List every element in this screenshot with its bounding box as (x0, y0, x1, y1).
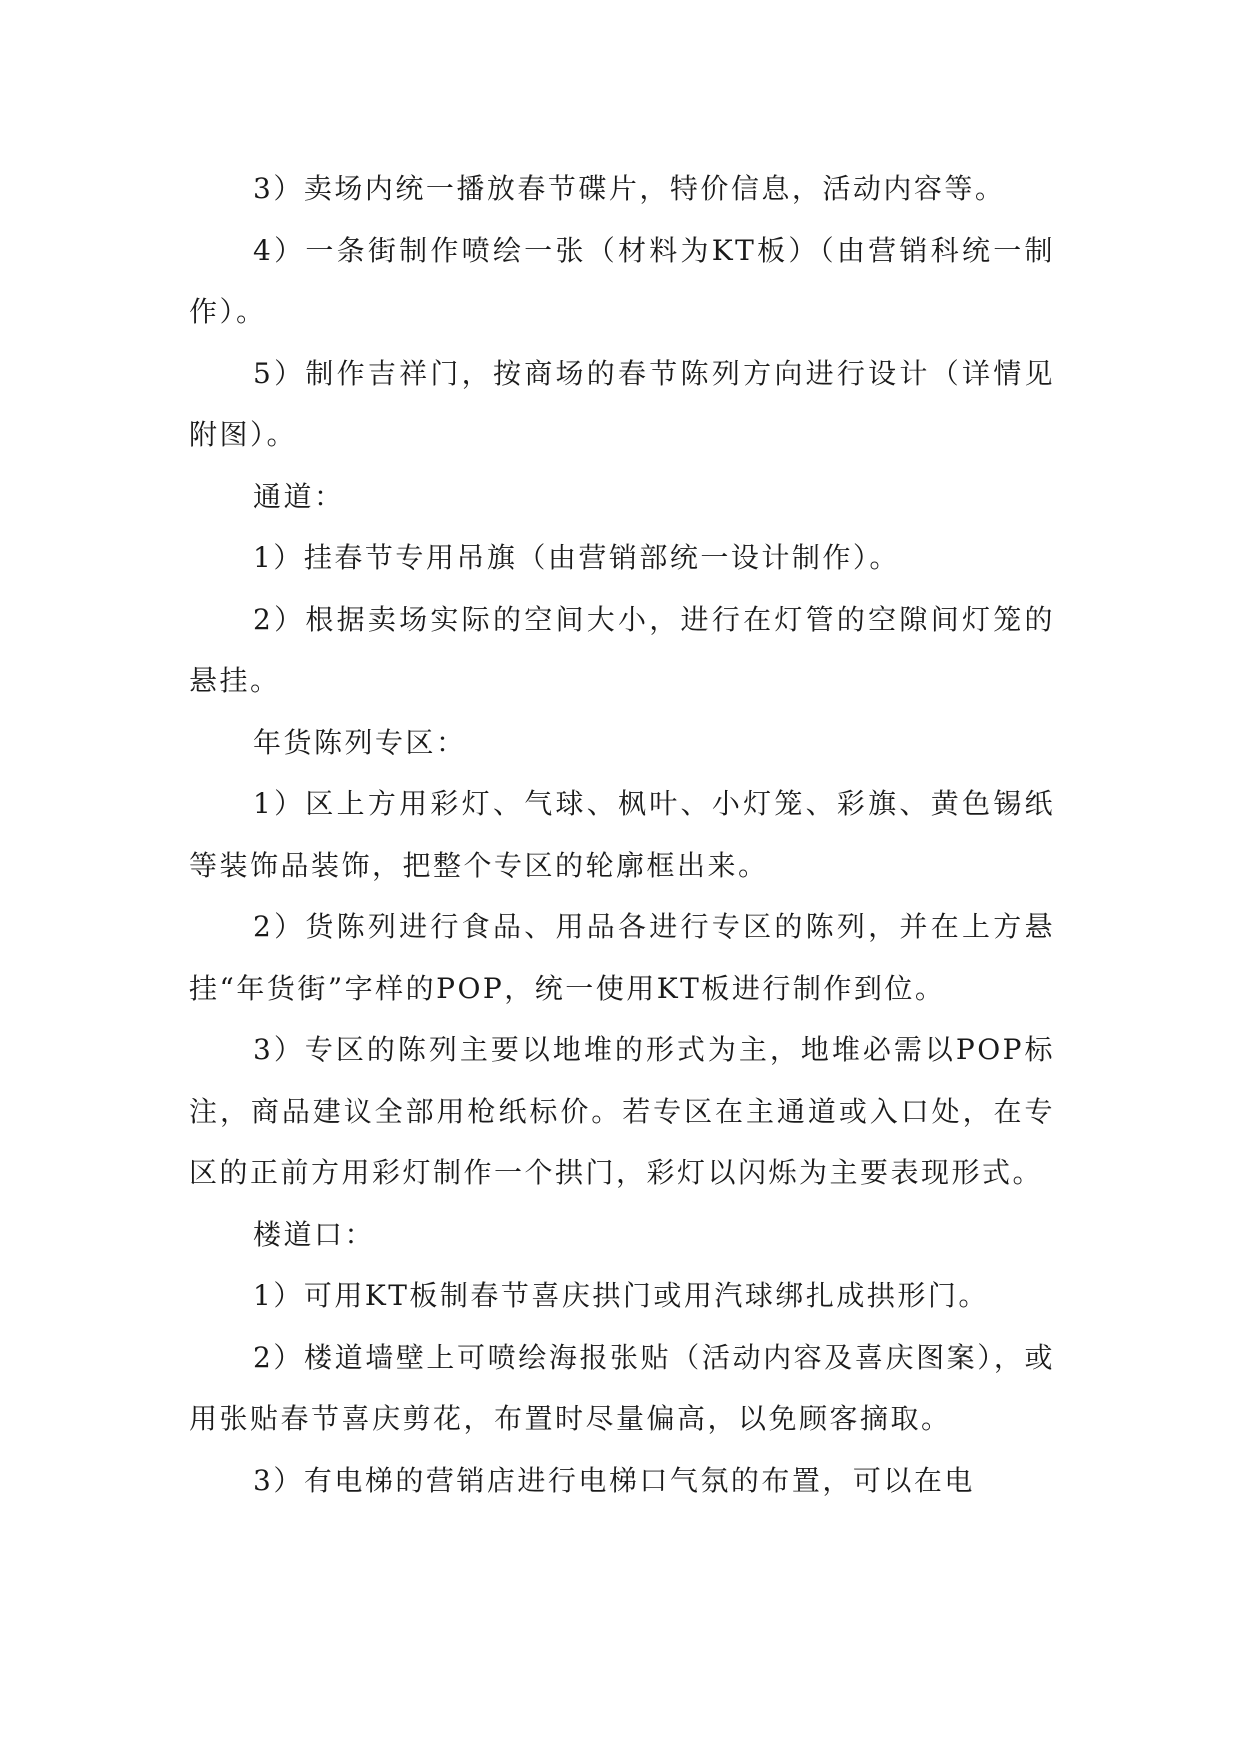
paragraph-elevator: 3）有电梯的营销店进行电梯口气氛的布置，可以在电 (253, 1463, 975, 1497)
paragraph-floor-stacks: 3）专区的陈列主要以地堆的形式为主，地堆必需以POP标注，商品建议全部用枪纸标价。若专区在主通道或入口处，在专区的正前方用彩灯制作一个拱门，彩灯以闪烁为主要表现形式。 (189, 1033, 1055, 1189)
paragraph-zone-display: 2）货陈列进行食品、用品各进行专区的陈列，并在上方悬挂“年货街”字样的POP，统一使用KT板进行制作到位。 (189, 910, 1055, 1005)
section-heading-aisle: 通道： (253, 479, 345, 513)
paragraph-sound-playback: 3）卖场内统一播放春节碟片，特价信息，活动内容等。 (253, 172, 1006, 205)
paragraph-stair-wall: 2）楼道墙壁上可喷绘海报张贴（活动内容及喜庆图案），或用张贴春节喜庆剪花，布置时尽量偏高，以免顾客摘取。 (189, 1340, 1055, 1435)
section-heading-stairway: 楼道口： (253, 1217, 376, 1251)
paragraph-zone-decoration: 1）区上方用彩灯、气球、枫叶、小灯笼、彩旗、黄色锡纸等装饰品装饰，把整个专区的轮廓框出来。 (189, 787, 1055, 882)
section-heading-new-year-goods: 年货陈列专区： (253, 725, 467, 759)
paragraph-lucky-gate: 5）制作吉祥门，按商场的春节陈列方向进行设计（详情见附图）。 (189, 356, 1055, 451)
paragraph-stair-arch: 1）可用KT板制春节喜庆拱门或用汽球绑扎成拱形门。 (253, 1279, 989, 1312)
paragraph-street-banner: 4）一条街制作喷绘一张（材料为KT板）（由营销科统一制作）。 (189, 233, 1055, 328)
document-body (189, 158, 1055, 1511)
paragraph-hanging-flags: 1）挂春节专用吊旗（由营销部统一设计制作）。 (253, 541, 900, 574)
paragraph-lanterns: 2）根据卖场实际的空间大小，进行在灯管的空隙间灯笼的悬挂。 (189, 602, 1055, 697)
